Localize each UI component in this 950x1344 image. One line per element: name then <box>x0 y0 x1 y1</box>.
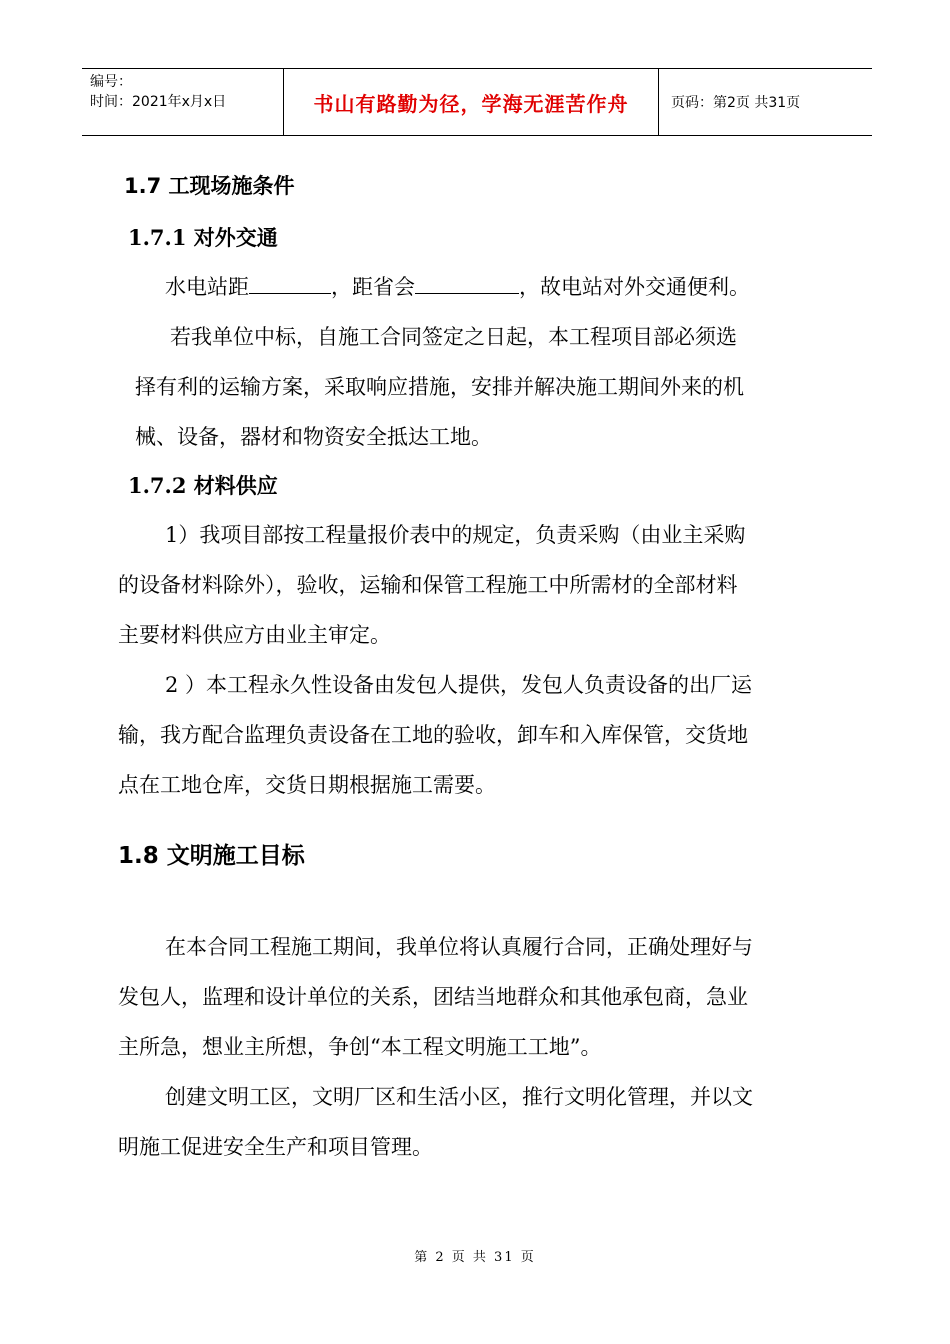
header-page-cell <box>659 69 872 135</box>
section-1-8-title: 1.8 文明施工目标 <box>118 843 305 869</box>
paragraph-civilization-2-line1: 创建文明工区，文明厂区和生活小区，推行文明化管理，并以文 <box>165 1085 753 1109</box>
paragraph-material-1-line1: 1）我项目部按工程量报价表中的规定，负责采购（由业主采购 <box>165 523 746 547</box>
paragraph-material-2-line3: 点在工地仓库，交货日期根据施工需要。 <box>118 773 496 797</box>
paragraph-material-2-line1: 2 ）本工程永久性设备由发包人提供，发包人负责设备的出厂运 <box>165 673 753 697</box>
page-info: 页码：第2页 共31页 <box>671 95 801 111</box>
paragraph-material-1-line2: 的设备材料除外），验收，运输和保管工程施工中所需材的全部材料 <box>118 573 738 597</box>
paragraph-civilization-1-line2: 发包人，监理和设计单位的关系，团结当地群众和其他承包商，急业 <box>118 985 748 1009</box>
subsection-1-7-2-title: 1.7.2 材料供应 <box>128 473 278 498</box>
page-header <box>82 68 872 136</box>
paragraph-transport-line2: 择有利的运输方案，采取响应措施，安排并解决施工期间外来的机 <box>135 375 744 399</box>
paragraph-transport-line1: 若我单位中标，自施工合同签定之日起，本工程项目部必须选 <box>170 325 737 349</box>
paragraph-transport-line3: 械、设备，器材和物资安全抵达工地。 <box>135 425 492 449</box>
paragraph-civilization-1-line1: 在本合同工程施工期间，我单位将认真履行合同，正确处理好与 <box>165 935 753 959</box>
time-label: 时间：2021年x月x日 <box>90 94 227 110</box>
paragraph-transport-distance: 水电站距 ，距省会 ，故电站对外交通便利。 <box>165 262 750 312</box>
header-meta-cell <box>82 69 284 135</box>
serial-label: 编号： <box>90 74 132 90</box>
motto-text: 书山有路勤为径，学海无涯苦作舟 <box>313 91 629 116</box>
header-motto-cell <box>284 69 659 135</box>
blank-capital-field <box>415 271 519 294</box>
paragraph-material-1-line3: 主要材料供应方由业主审定。 <box>118 623 391 647</box>
paragraph-civilization-2-line2: 明施工促进安全生产和项目管理。 <box>118 1135 433 1159</box>
paragraph-material-2-line2: 输，我方配合监理负责设备在工地的验收，卸车和入库保管，交货地 <box>118 723 748 747</box>
section-1-7-title: 1.7 工现场施条件 <box>124 174 295 198</box>
blank-distance-field <box>249 271 331 294</box>
subsection-1-7-1-title: 1.7.1 对外交通 <box>128 225 278 250</box>
page-footer: 第 2 页 共 31 页 <box>414 1250 536 1265</box>
paragraph-civilization-1-line3: 主所急，想业主所想，争创“本工程文明施工工地”。 <box>118 1035 602 1059</box>
